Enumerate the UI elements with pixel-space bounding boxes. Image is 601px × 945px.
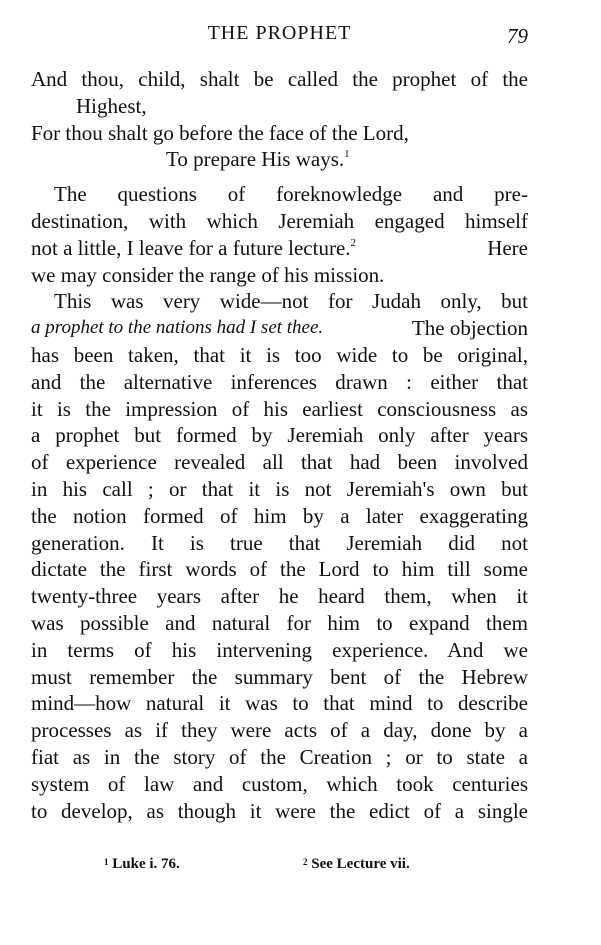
text-line: This was very wide—not for Judah only, but [54,289,528,314]
text-line: in his call ; or that it is not Jeremiah's own but [31,476,528,501]
running-header [31,22,528,52]
text-line: fiat as in the story of the Creation ; or to state a [31,744,528,769]
running-title: THE PROPHET [207,22,352,44]
verse-line: And thou, child, shalt be called the prophet of the [31,67,528,91]
text-line: The questions of foreknowledge and pre- [54,182,528,207]
text-line: has been taken, that it is too wide to be original, [31,342,528,367]
verse-text: To prepare His ways. [166,147,345,172]
footnote-mark: 1 [104,857,109,867]
text-line: we may consider the range of his mission. [31,262,385,287]
text-line: and the alternative inferences drawn : either that [31,369,528,394]
text-segment: The objection [411,316,528,341]
text-line: dictate the first words of the Lord to him till some [31,557,528,582]
text-line: destination, with which Jeremiah engaged himself [31,208,528,233]
verse-line: Highest, [76,93,147,118]
italic-quote: a prophet to the nations had I set thee. [31,317,324,339]
text-line: generation. It is true that Jeremiah did not [31,530,528,555]
text-line: must remember the summary bent of the Hebrew [31,664,528,689]
text-line: to develop, as though it were the edict of a single [31,798,528,823]
footnote [104,856,180,873]
footnote-mark: 2 [303,857,308,867]
verse-line: For thou shalt go before the face of the Lord, [31,120,409,145]
text-line: a prophet but formed by Jeremiah only after years [31,423,528,448]
text-line: in terms of his intervening experience. And we [31,637,528,662]
text-line: it is the impression of his earliest consciousness as [31,396,528,421]
page-body [31,66,528,824]
text-segment: Here [487,235,528,260]
footnote-mark: 1 [344,148,350,161]
footnote [303,856,410,873]
text-line [31,235,528,262]
text-line: was possible and natural for him to expand them [31,610,528,635]
text-line: mind—how natural it was to that mind to describe [31,691,528,716]
text-segment: not a little, I leave for a future lecture. [31,235,351,260]
text-line [31,315,528,342]
text-line: the notion formed of him by a later exaggerating [31,503,528,528]
footnote-mark: 2 [350,236,357,249]
page-number: 79 [507,24,528,48]
verse-line [31,146,528,173]
text-line: processes as if they were acts of a day, done by a [31,718,528,743]
text-line: system of law and custom, which took centuries [31,771,528,796]
text-line: twenty-three years after he heard them, when it [31,584,528,609]
footnote-text: See Lecture vii. [311,856,410,872]
footnote-text: Luke i. 76. [112,856,180,872]
text-line: of experience revealed all that had been involved [31,450,528,475]
